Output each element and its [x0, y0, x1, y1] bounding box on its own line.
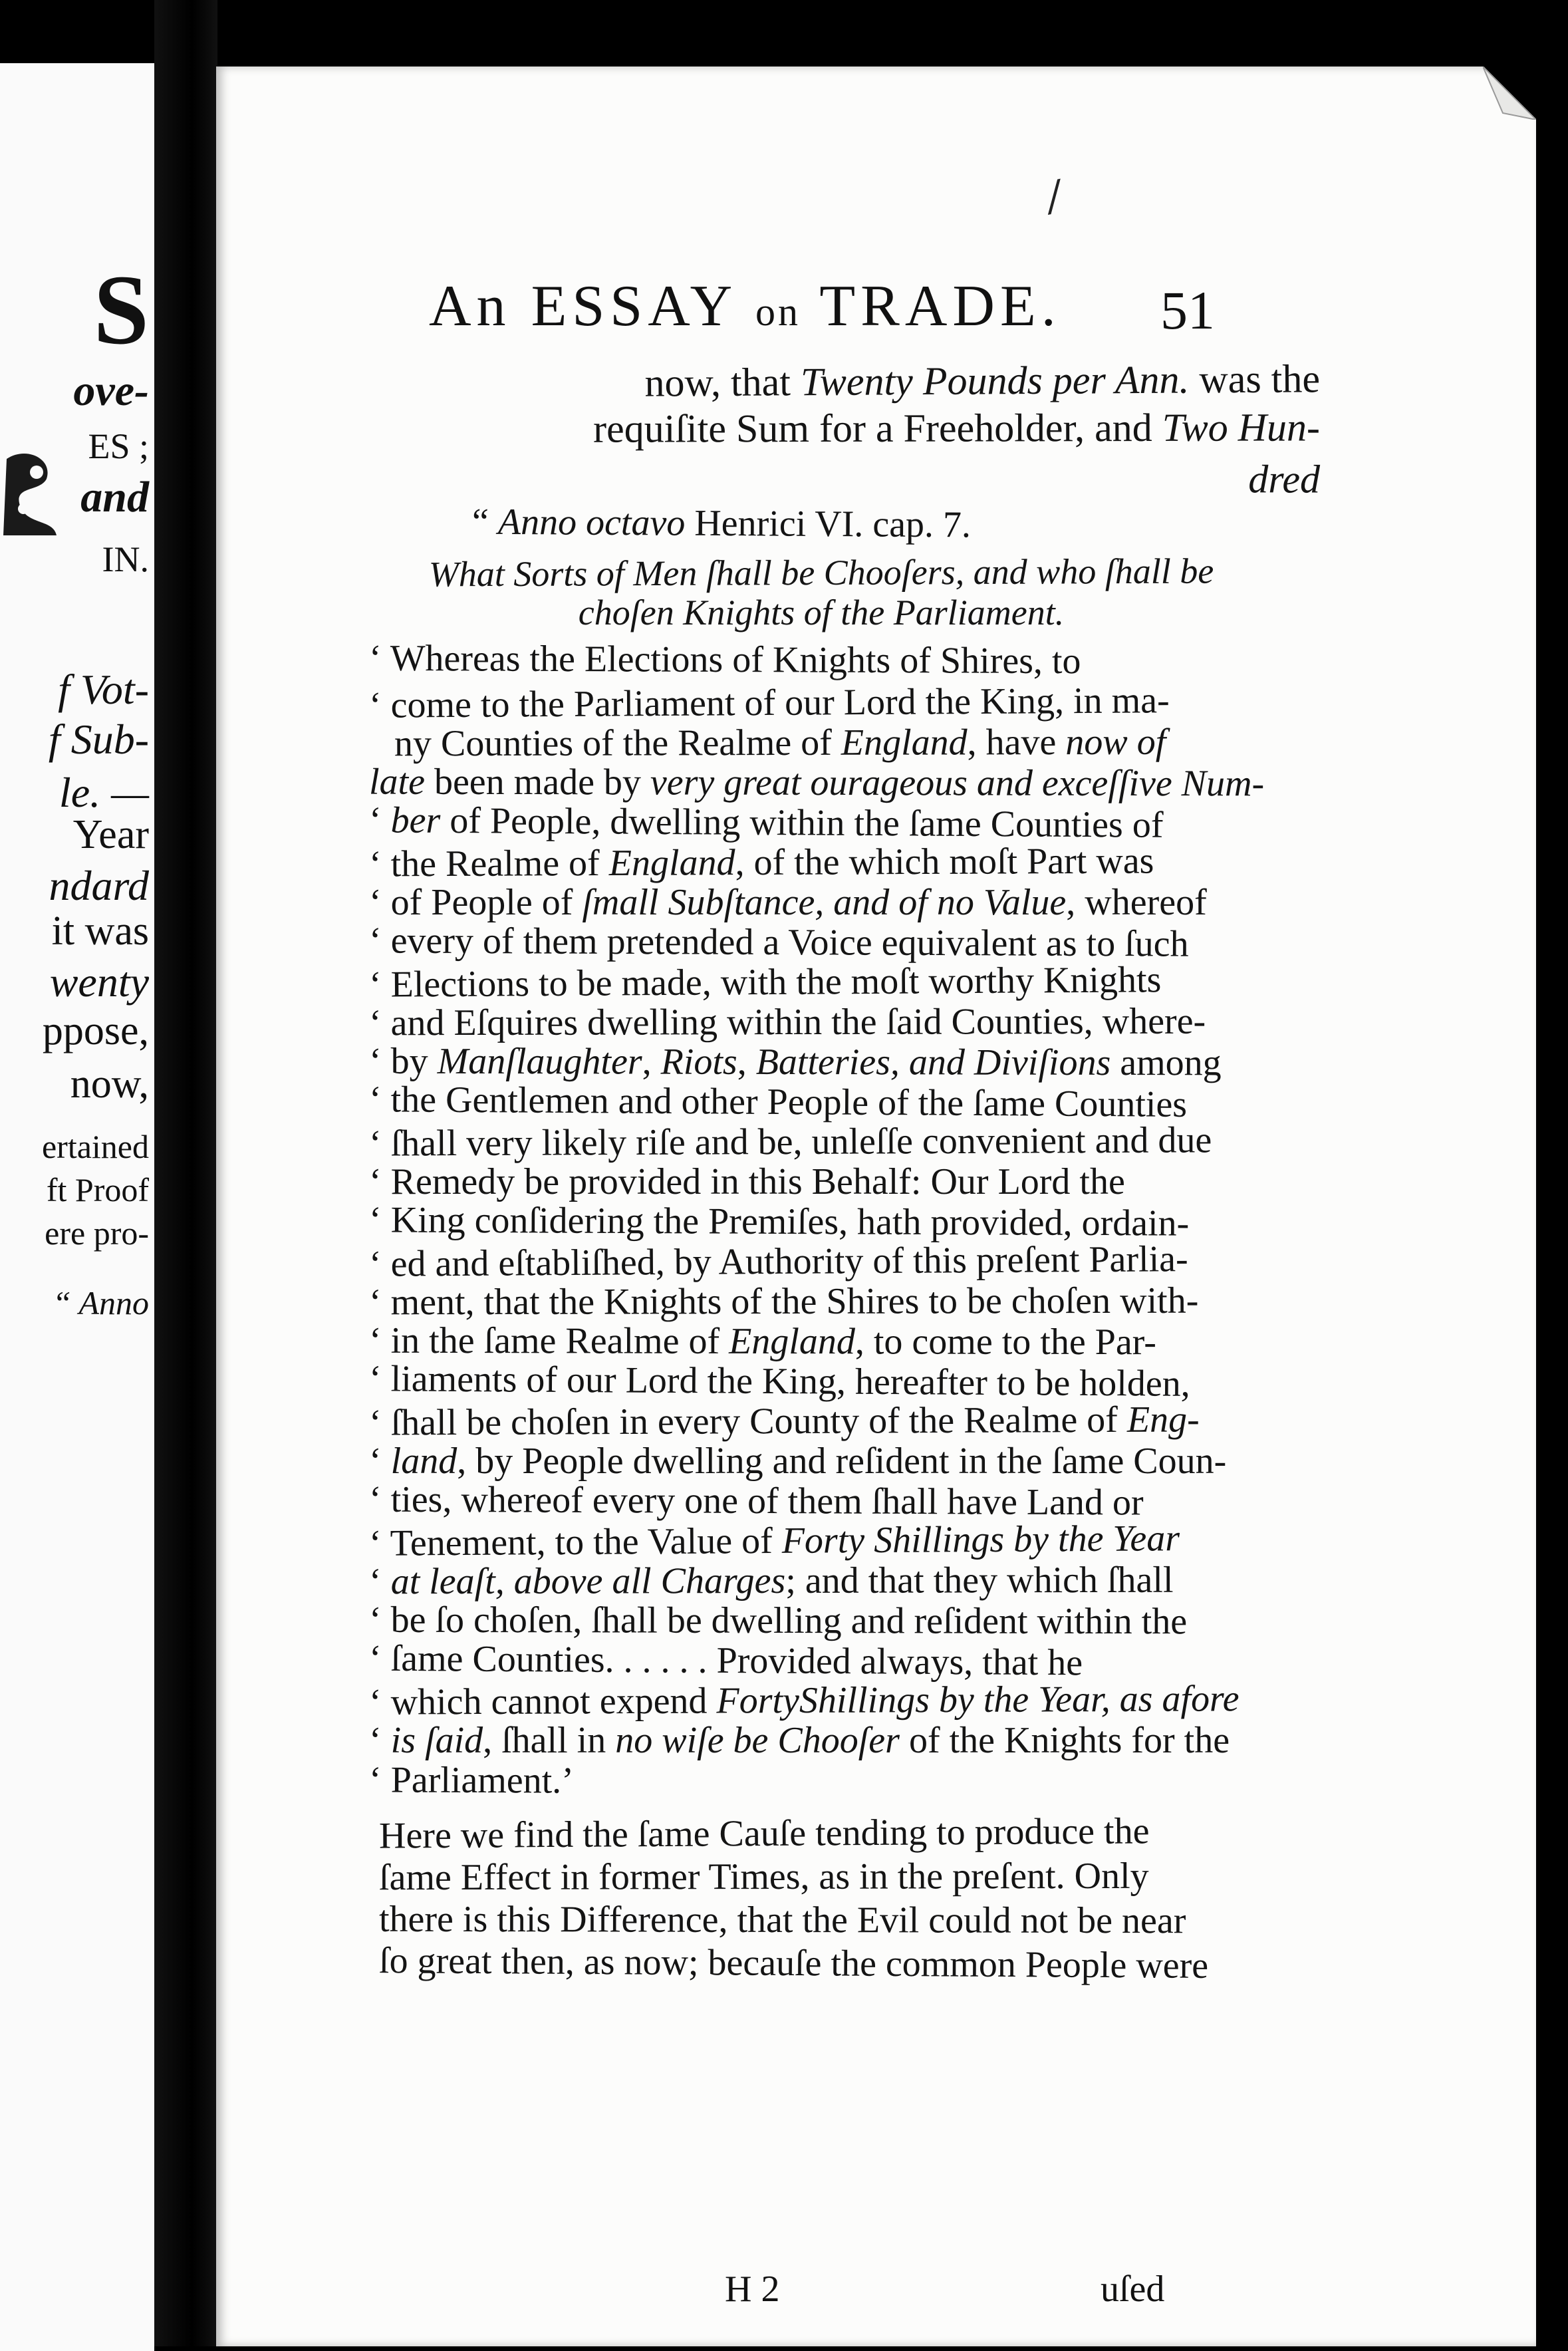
facing-page-text-fragment: ft Proof: [46, 1171, 149, 1208]
roman-text: Here we find the ſame Cauſe tending to produce the: [378, 1810, 1150, 1857]
italic-text: What Sorts of Men ſhall be Chooſers, and who ſhall be: [428, 551, 1214, 595]
italic-text: Two Hun-: [1162, 405, 1321, 450]
text-line: [323, 404, 1320, 452]
roman-text: ,: [642, 1041, 661, 1083]
text-line: [472, 501, 971, 547]
roman-text: , ſhall in: [483, 1720, 616, 1761]
text-line: [369, 840, 1154, 886]
roman-text: ‘ ment, that the Knights of the Shires to be choſen with-: [368, 1280, 1199, 1323]
handwritten-mark: /: [1042, 172, 1066, 221]
facing-page-text-fragment: ES ;: [88, 426, 149, 466]
italic-text: England: [729, 1320, 855, 1363]
text-line: [379, 1898, 1186, 1943]
text-line: [369, 1599, 1187, 1643]
italic-text: choſen Knights of the Parliament.: [578, 593, 1065, 632]
roman-text: ,: [737, 1041, 756, 1083]
ornament-icon: [0, 446, 63, 539]
text-line: [323, 356, 1320, 408]
text-line: [369, 1478, 1144, 1524]
roman-text: requiſite Sum for a Freeholder, and: [592, 405, 1162, 451]
running-head: [429, 273, 1426, 340]
roman-text: ‘ Parliament.’: [368, 1759, 575, 1802]
roman-text: , have: [967, 722, 1066, 763]
facing-page-text-fragment: f Vot-: [58, 666, 149, 713]
text-line: [369, 679, 1170, 727]
roman-text: ‘ be ſo choſen, ſhall be dwelling and reſident within the: [368, 1599, 1188, 1643]
roman-text: ‘ the Realme of: [368, 842, 609, 885]
text-line: [369, 1357, 1190, 1405]
roman-text: ‘ by: [368, 1040, 438, 1082]
italic-text: ſmall Subſtance, and of no Value: [582, 882, 1067, 923]
roman-text: ‘ Remedy be provided in this Behalf: Our Lord the: [369, 1161, 1125, 1202]
roman-text: ‘: [369, 1720, 391, 1761]
facing-page-text-fragment: wenty: [49, 958, 149, 1006]
text-line: [379, 1810, 1150, 1857]
running-head-trade: TRADE.: [819, 274, 1061, 339]
roman-text: ‘ Whereas the Elections of Knights of Shires, to: [368, 637, 1081, 682]
roman-text: ‘ ſhall very likely riſe and be, unleſſe convenient and due: [368, 1119, 1212, 1165]
roman-text: ‘ ties, whereof every one of them ſhall have Land or: [368, 1478, 1144, 1524]
facing-page-text-fragment: now,: [70, 1061, 149, 1107]
roman-text: ‘ ſame Counties. . . . . . Provided always, that he: [368, 1637, 1083, 1684]
facing-page-text-fragment: ppose,: [42, 1008, 149, 1053]
text-line: [369, 1637, 1083, 1685]
italic-text: ber: [390, 799, 441, 841]
italic-text: Riots: [660, 1041, 737, 1083]
italic-text: Forty Shillings by the Year: [781, 1518, 1180, 1562]
roman-text: among: [1111, 1041, 1222, 1084]
facing-page-text-fragment: and: [80, 473, 149, 521]
roman-text: ‘ and Eſquires dwelling within the ſaid Counties, where-: [368, 1000, 1206, 1044]
facing-page-text-fragment: ere pro-: [45, 1214, 149, 1252]
italic-text: land: [390, 1441, 457, 1482]
text-line: [369, 1398, 1200, 1444]
text-line: [323, 592, 1320, 633]
roman-text: ‘ every of them pretended a Voice equivalent as to ſuch: [368, 920, 1189, 965]
roman-text: ‘ liaments of our Lord the King, hereafter to be holden,: [368, 1358, 1190, 1405]
facing-page-text-fragment: ndard: [49, 862, 149, 909]
italic-text: Eng-: [1126, 1399, 1200, 1441]
italic-text: late: [368, 761, 426, 803]
facing-page-text-fragment: it was: [51, 908, 149, 954]
italic-text: England: [841, 722, 968, 763]
roman-text: ſo great then, as now; becauſe the common People were: [378, 1940, 1209, 1987]
signature-mark: H 2: [725, 2269, 780, 2310]
text-line: [369, 1559, 1174, 1603]
roman-text: ‘ King conſidering the Premiſes, hath provided, ordain-: [368, 1199, 1190, 1244]
text-line: [379, 1939, 1209, 1987]
running-head-an: An: [429, 274, 511, 339]
page-corner-fold-icon: [1483, 67, 1536, 120]
italic-text: at leaſt, above all Charges: [390, 1560, 786, 1603]
italic-text: FortyShillings by the Year, as afore: [716, 1678, 1240, 1722]
italic-text: dred: [1248, 457, 1321, 501]
text-line: [379, 1855, 1149, 1899]
text-line: [369, 1677, 1240, 1723]
facing-page-fragment: [0, 63, 154, 2351]
text-line: [369, 1440, 1226, 1482]
running-head-essay: ESSAY: [531, 274, 735, 339]
text-line: [369, 1719, 1230, 1762]
italic-text: is ſaid: [390, 1720, 483, 1761]
roman-text: ‘: [368, 1561, 391, 1603]
facing-page-text-fragment: “ Anno: [53, 1284, 149, 1321]
italic-text: Manſlaughter: [437, 1040, 642, 1083]
running-head-on: on: [755, 290, 801, 334]
italic-text: Batteries, and Diviſions: [755, 1041, 1111, 1083]
text-line: [369, 1319, 1156, 1363]
facing-page-text-fragment: Year: [72, 812, 149, 857]
facing-page-text-fragment: IN.: [102, 539, 149, 579]
roman-text: , to come to the Par-: [854, 1321, 1156, 1363]
roman-text: , of the which moſt Part was: [735, 840, 1154, 884]
facing-page-text-fragment: ertained: [41, 1128, 149, 1165]
roman-text: ‘ of People of: [369, 882, 583, 923]
italic-text: very great ourageous and exceſſive Num-: [650, 761, 1265, 805]
roman-text: ‘ which cannot expend: [368, 1680, 717, 1723]
roman-text: ny Counties of the Realme of: [394, 722, 841, 765]
text-line: [369, 1119, 1212, 1165]
text-line: [369, 1161, 1125, 1203]
roman-text: now, that: [644, 360, 801, 405]
roman-text: “: [471, 501, 499, 543]
roman-text: ‘ come to the Parliament of our Lord the King, in ma-: [368, 680, 1170, 726]
book-gutter: [154, 0, 217, 2346]
roman-text: , whereof: [1066, 882, 1207, 923]
text-line: [369, 1517, 1180, 1565]
roman-text: been made by: [424, 761, 651, 803]
roman-text: ‘ in the ſame Realme of: [368, 1319, 729, 1362]
text-line: [323, 454, 1320, 502]
text-line: [394, 721, 1166, 765]
roman-text: ‘ Elections to be made, with the moſt worthy Knights: [368, 959, 1162, 1006]
italic-text: now of: [1065, 721, 1166, 763]
text-line: [369, 1040, 1222, 1085]
text-line: [369, 1000, 1206, 1045]
text-line: [369, 799, 1164, 847]
italic-text: no wiſe be Chooſer: [615, 1720, 900, 1761]
text-line: [369, 881, 1207, 924]
roman-text: ‘ ed and eſtabliſhed, by Authority of this preſent Parlia-: [368, 1238, 1188, 1285]
roman-text: ‘ ſhall be choſen in every County of the Realme of: [368, 1399, 1128, 1444]
text-line: [369, 1280, 1198, 1324]
facing-page-text-fragment: ove-: [73, 366, 149, 415]
roman-text: was the: [1189, 356, 1321, 402]
roman-text: ‘ the Gentlemen and other People of the ſame Counties: [368, 1079, 1188, 1125]
facing-page-text-fragment: f Sub-: [48, 716, 149, 763]
italic-text: England: [608, 842, 735, 884]
book-page: [216, 67, 1536, 2346]
roman-text: of the Knights for the: [899, 1720, 1230, 1761]
roman-text: , by People dwelling and reſident in the ſame Coun-: [457, 1441, 1227, 1482]
text-line: [323, 550, 1320, 595]
roman-text: of People, dwelling within the ſame Counties of: [440, 799, 1164, 846]
text-line: [369, 1758, 574, 1802]
facing-page-text-fragment: S: [93, 255, 149, 365]
roman-text: ; and that they which ſhall: [785, 1559, 1174, 1601]
roman-text: ‘: [369, 1441, 391, 1482]
italic-text: Twenty Pounds per Ann.: [800, 357, 1190, 404]
roman-text: ſame Effect in former Times, as in the preſent. Only: [378, 1855, 1149, 1899]
facing-page-text-fragment: le. —: [59, 769, 149, 816]
text-line: [369, 1238, 1188, 1286]
text-line: [369, 958, 1162, 1006]
italic-text: Anno octavo: [497, 501, 686, 544]
catchword: uſed: [1101, 2269, 1165, 2310]
text-line: [369, 1198, 1190, 1244]
text-line: [369, 637, 1081, 682]
roman-text: ‘: [368, 799, 391, 841]
roman-text: Henrici VI. cap. 7.: [685, 502, 972, 546]
page-number: 51: [1160, 280, 1215, 341]
text-line: [369, 761, 1264, 805]
text-line: [369, 1078, 1187, 1126]
roman-text: ‘ Tenement, to the Value of: [368, 1520, 782, 1564]
roman-text: there is this Difference, that the Evil could not be near: [378, 1898, 1186, 1942]
